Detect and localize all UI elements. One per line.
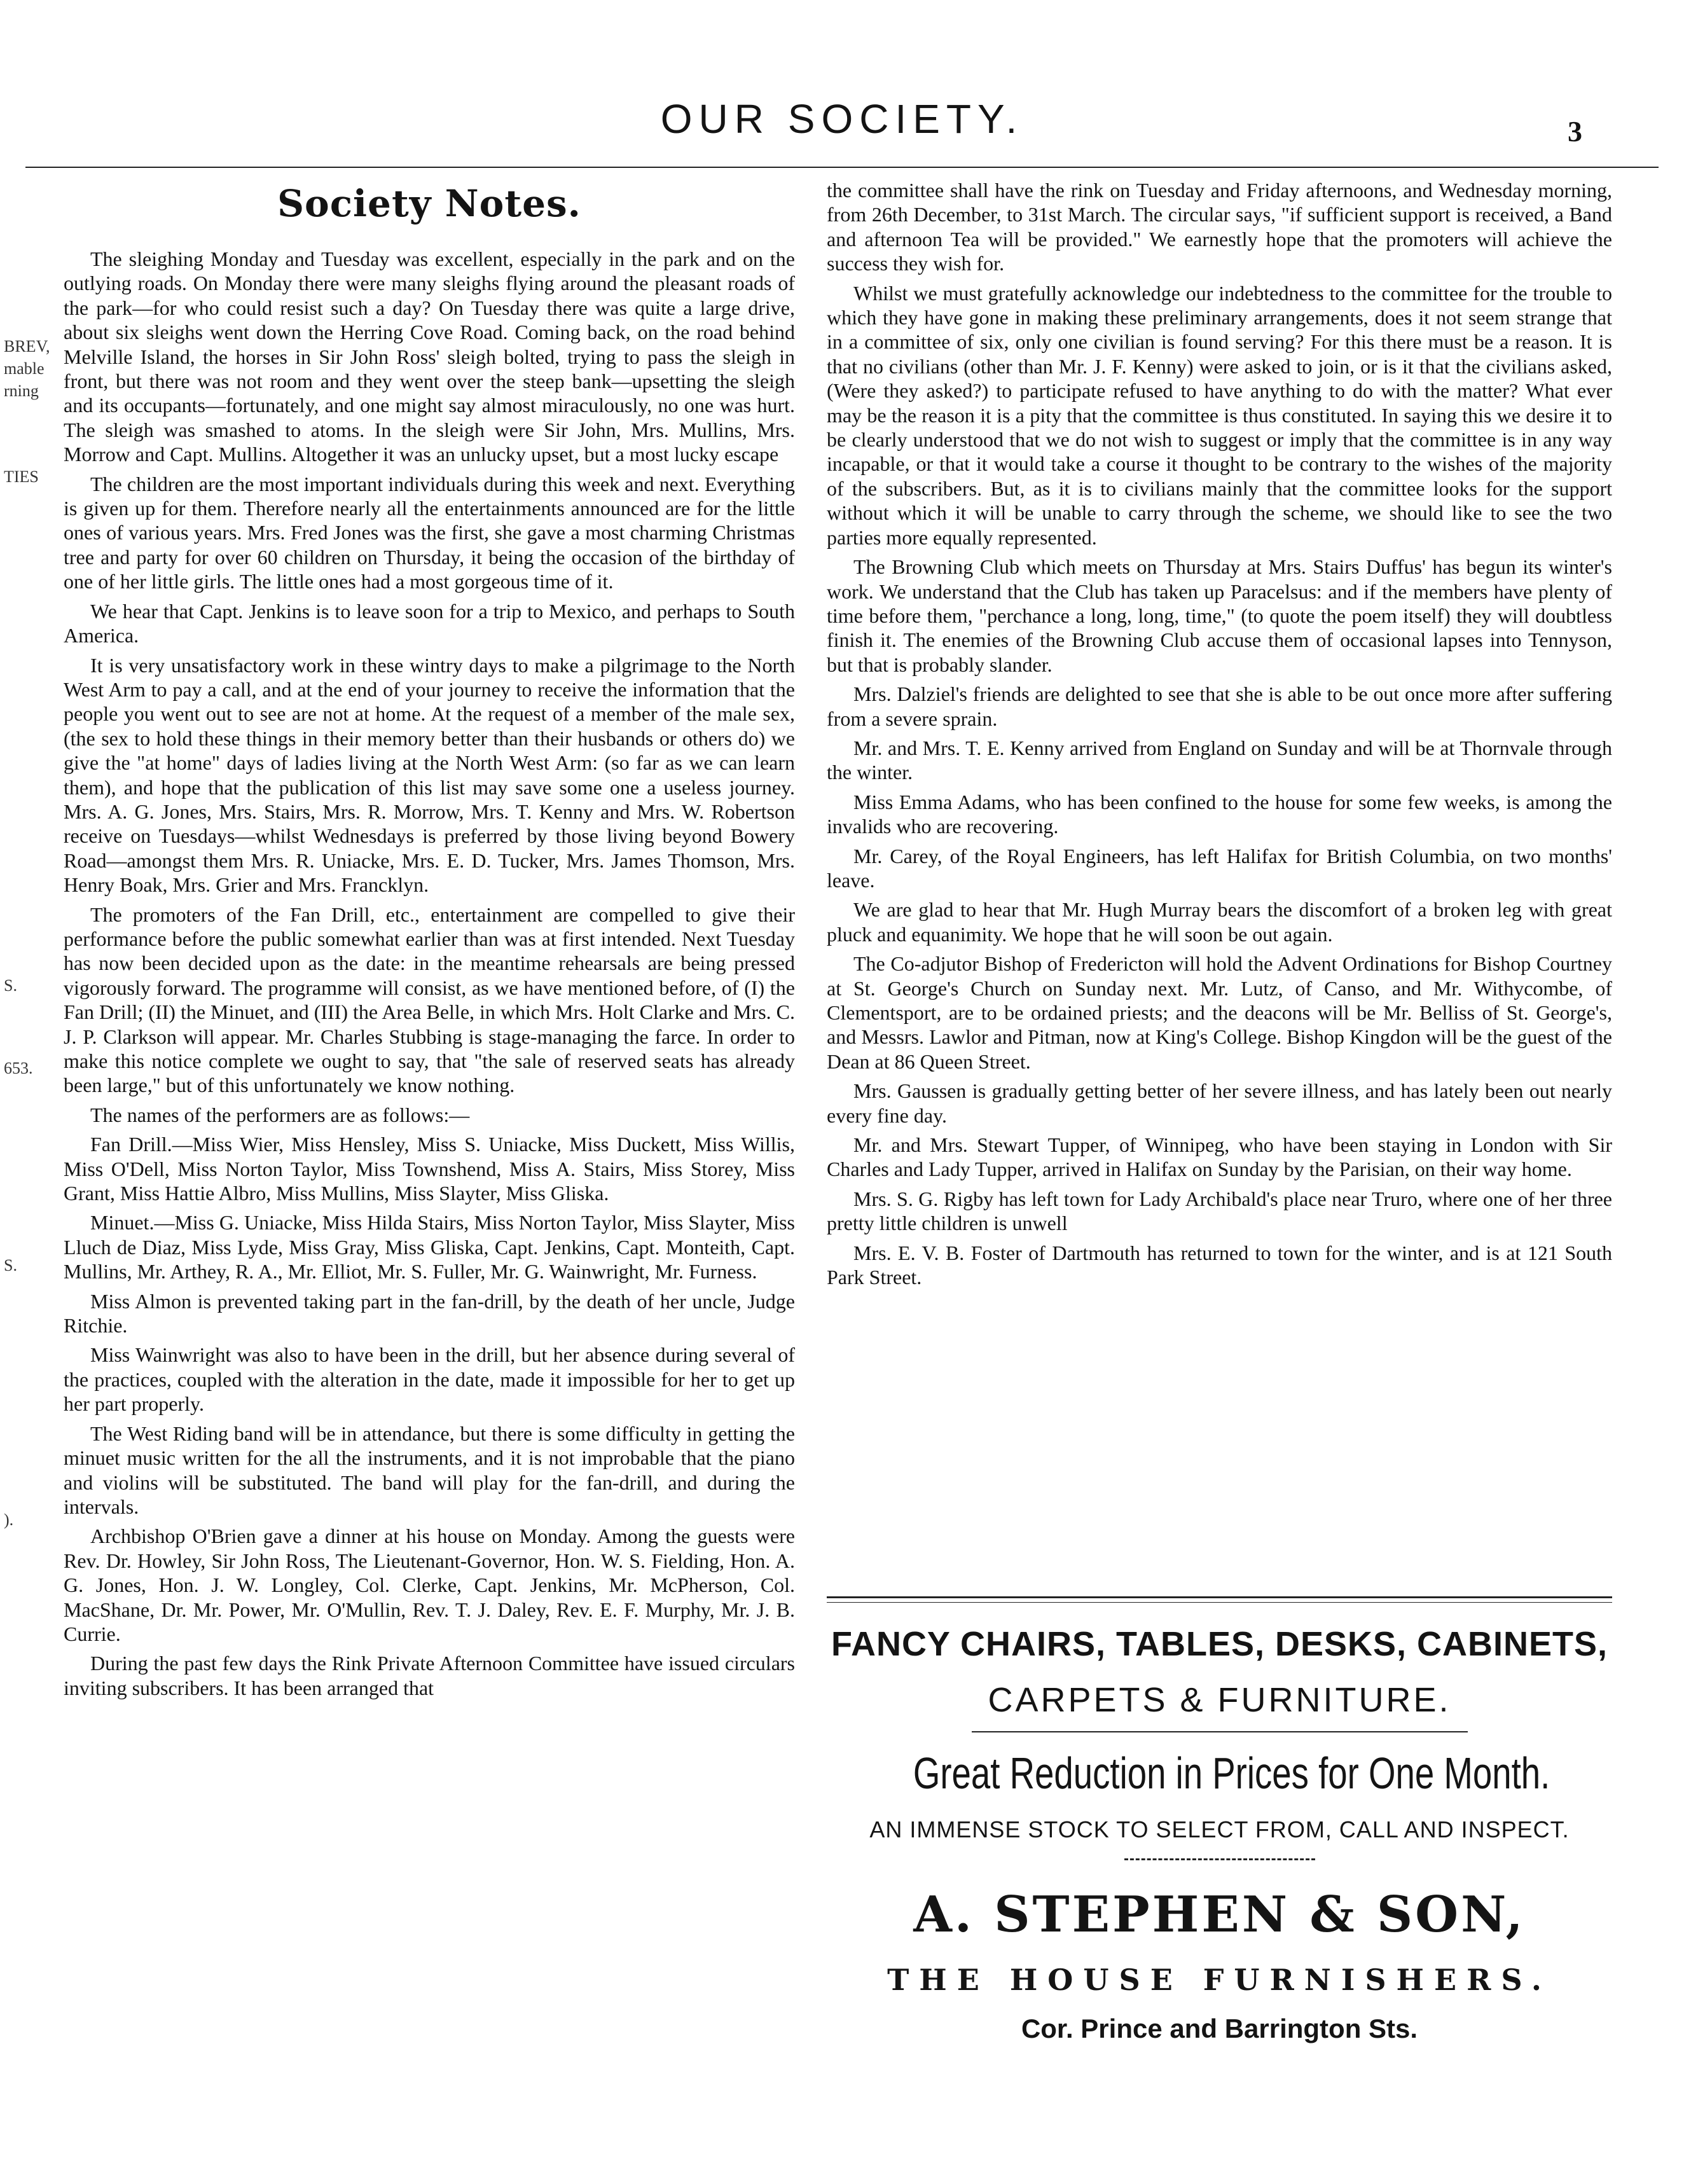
ad-company-name: A. STEPHEN & SON,	[913, 1886, 1526, 1944]
ad-subheadline-underline	[972, 1731, 1468, 1732]
margin-fragment: 653.	[4, 1059, 33, 1077]
article-paragraph: Miss Wainwright was also to have been in the drill, but her absence during several of the practices, coupled with the alteration in the date, made it impossible for her to get up her part properly.	[64, 1343, 795, 1416]
furniture-advertisement	[827, 1596, 1612, 2044]
article-paragraph: Mr. and Mrs. T. E. Kenny arrived from England on Sunday and will be at Thornvale through the winter.	[827, 736, 1612, 784]
article-paragraph: Miss Almon is prevented taking part in the fan-drill, by the death of her uncle, Judge Ritchie.	[64, 1289, 795, 1337]
article-paragraph: the committee shall have the rink on Tuesday and Friday afternoons, and Wednesday morning, from 26th December, to 31st March. The circular says, "if sufficient support is received, a Band and afternoon Tea will be provided." We earnestly hope that the promoters will achieve the success they wish for.	[827, 179, 1612, 275]
margin-fragment: BREV,	[4, 337, 50, 356]
ad-offer: Great Reduction in Prices for One Month.	[913, 1748, 1550, 1798]
article-paragraph: Minuet.—Miss G. Uniacke, Miss Hilda Stairs, Miss Norton Taylor, Miss Slayter, Miss Lluch de Diaz, Miss Lyde, Miss Gray, Miss Gliska, Capt. Jenkins, Capt. Monteith, Capt. Mullins, Mr. Arthey, R. A., Mr. Elliot, Mr. S. Fuller, Mr. G. Wainwright, Mr. Furness.	[64, 1211, 795, 1283]
page-number: 3	[1568, 115, 1582, 148]
article-paragraph: The sleighing Monday and Tuesday was excellent, especially in the park and on the outlying roads. On Monday there were many sleighs flying around the pleasant roads of the park—for who could resist such a day? On Tuesday there was quite a large drive, about six sleighs went down the Herring Cove Road. Coming back, on the road behind Melville Island, the horses in Sir John Ross' sleigh bolted, trying to pass the sleigh in front, but there was not room and they went over the steep bank—upsetting the sleigh and its occupants—fortunately, and one might say almost miraculously, no one was hurt. The sleigh was smashed to atoms. In the sleigh were Sir John, Mrs. Mullins, Mrs. Morrow and Capt. Mullins. Altogether it was an unlucky upset, but a most lucky escape	[64, 247, 795, 466]
article-paragraph: Fan Drill.—Miss Wier, Miss Hensley, Miss S. Uniacke, Miss Duckett, Miss Willis, Miss O'Dell, Miss Norton Taylor, Miss Townshend, Miss A. Stairs, Miss Storey, Miss Grant, Miss Hattie Albro, Miss Mullins, Miss Slayter, Miss Gliska.	[64, 1133, 795, 1205]
ad-address: Cor. Prince and Barrington Sts.	[1021, 2014, 1418, 2043]
article-paragraph: The children are the most important individuals during this week and next. Everything is given up for them. Therefore nearly all the entertainments announced are for the little ones of various years. Mrs. Fred Jones was the first, she gave a most charming Christmas tree and party for over 60 children on Thursday, it being the occasion of the birthday of one of her little girls. The little ones had a most gorgeous time of it.	[64, 472, 795, 593]
ad-headline: FANCY CHAIRS, TABLES, DESKS, CABINETS,	[831, 1625, 1608, 1663]
margin-fragment: rning	[4, 382, 39, 400]
ad-tagline: AN IMMENSE STOCK TO SELECT FROM, CALL AND INSPECT.	[869, 1816, 1570, 1842]
margin-fragment: ).	[4, 1510, 14, 1529]
article-paragraph: The names of the performers are as follows:—	[90, 1103, 470, 1126]
article-paragraph: The Browning Club which meets on Thursday at Mrs. Stairs Duffus' has begun its winter's work. We understand that the Club has taken up Paracelsus: and if the members have plenty of time before them, "perchance a long, long, time," (to quote the poem itself) they will doubtless finish it. The enemies of the Browning Club accuse them of occasional lapses into Tennyson, but that is probably slander.	[827, 555, 1612, 676]
ad-company-description: THE HOUSE FURNISHERS.	[887, 1963, 1552, 1997]
article-paragraph: Mrs. Gaussen is gradually getting better of her severe illness, and has lately been out nearly every fine day.	[827, 1079, 1612, 1127]
right-column	[827, 178, 1612, 1294]
article-paragraph: Mrs. Dalziel's friends are delighted to see that she is able to be out once more after suffering from a severe sprain.	[827, 682, 1612, 730]
article-paragraph: Mr. and Mrs. Stewart Tupper, of Winnipeg, who have been staying in London with Sir Charles and Lady Tupper, arrived in Halifax on Sunday by the Parisian, on their way home.	[827, 1133, 1612, 1181]
section-heading: Society Notes.	[277, 182, 581, 225]
ad-top-rule	[827, 1596, 1612, 1598]
ad-subheadline: CARPETS & FURNITURE.	[988, 1681, 1451, 1719]
margin-fragment: S.	[4, 1256, 17, 1275]
article-paragraph: Mrs. E. V. B. Foster of Dartmouth has returned to town for the winter, and is at 121 South Park Street.	[827, 1241, 1612, 1289]
ad-divider	[1124, 1858, 1315, 1860]
article-paragraph: During the past few days the Rink Private Afternoon Committee have issued circulars inviting subscribers. It has been arranged that	[64, 1652, 795, 1699]
margin-fragment: mable	[4, 359, 45, 378]
page-masthead: OUR SOCIETY.	[660, 96, 1024, 142]
article-paragraph: We hear that Capt. Jenkins is to leave soon for a trip to Mexico, and perhaps to South America.	[64, 599, 795, 647]
article-paragraph: Mrs. S. G. Rigby has left town for Lady Archibald's place near Truro, where one of her three pretty little children is unwell	[827, 1187, 1612, 1235]
article-paragraph: Mr. Carey, of the Royal Engineers, has left Halifax for British Columbia, on two months' leave.	[827, 844, 1612, 892]
ad-top-rule-thin	[827, 1602, 1612, 1603]
margin-fragment: TIES	[4, 467, 39, 486]
article-paragraph: The promoters of the Fan Drill, etc., entertainment are compelled to give their performance before the public somewhat earlier than was at first intended. Next Tuesday has now been decided upon as the date: in the meantime rehearsals are being pressed vigorously forward. The programme will consist, as we have mentioned before, of (I) the Fan Drill; (II) the Minuet, and (III) the Area Belle, in which Mrs. Holt Clarke and Mrs. C. J. P. Clarkson will appear. Mr. Charles Stubbing is stage-managing the farce. In order to make this notice complete we ought to say, that "the sale of reserved seats has already been large," but of this unfortunately we know nothing.	[64, 902, 795, 1097]
article-paragraph: Archbishop O'Brien gave a dinner at his house on Monday. Among the guests were Rev. Dr. Howley, Sir John Ross, The Lieutenant-Governor, Hon. W. S. Fielding, Hon. A. G. Jones, Hon. J. W. Longley, Col. Clerke, Capt. Jenkins, Mr. McPherson, Col. MacShane, Dr. Mr. Power, Mr. O'Mullin, Rev. T. J. Daley, Rev. E. F. Murphy, Mr. J. B. Currie.	[64, 1524, 795, 1645]
article-paragraph: It is very unsatisfactory work in these wintry days to make a pilgrimage to the North West Arm to pay a call, and at the end of your journey to receive the information that the people you went out to see are not at home. At the request of a member of the male sex, (the sex to hold these things in their memory better than their husbands or others do) we give the "at home" days of ladies living at the North West Arm: (so far as we can learn them), and hope that the publication of this list may save some one a useless journey. Mrs. A. G. Jones, Mrs. Stairs, Mrs. R. Morrow, Mrs. T. Kenny and Mrs. W. Robertson receive on Tuesdays—whilst Wednesdays is preferred by those living beyond Bowery Road—amongst them Mrs. R. Uniacke, Mrs. E. D. Tucker, Mrs. James Thomson, Mrs. Henry Boak, Mrs. Grier and Mrs. Francklyn.	[64, 653, 795, 897]
article-paragraph: Whilst we must gratefully acknowledge our indebtedness to the committee for the trouble to which they have gone in making these preliminary arrangements, does it not seem strange that in a committee of six, only one civilian is found serving? For this there must be a reason. It is that no civilians (other than Mr. J. F. Kenny) were asked to join, or is it that the civilians asked, (Were they asked?) to participate refused to have anything to do with the matter? What ever may be the reason it is a pity that the committee is thus constituted. In saying this we desire it to be clearly understood that we do not wish to suggest or imply that the committee is in any way incapable, or that it would take a course it thought to be contrary to the wishes of the majority of the subscribers. But, as it is to civilians mainly that the committee looks for the support without which it will be unable to carry through the scheme, we should like to see the two parties more equally represented.	[827, 281, 1612, 549]
article-paragraph: The Co-adjutor Bishop of Fredericton will hold the Advent Ordinations for Bishop Courtney at St. George's Church on Sunday next. Mr. Lutz, of Canso, and Mr. Withycombe, of Clementsport, are to be ordained priests; and the deacons will be Mr. Belliss of St. George's, and Messrs. Lawlor and Pitman, now at King's College. Bishop Kingdon will be the guest of the Dean at 86 Queen Street.	[827, 952, 1612, 1073]
left-margin-fragments	[0, 0, 64, 2184]
article-paragraph: We are glad to hear that Mr. Hugh Murray bears the discomfort of a broken leg with great pluck and equanimity. We hope that he will soon be out again.	[827, 898, 1612, 946]
article-paragraph: Miss Emma Adams, who has been confined to the house for some few weeks, is among the invalids who are recovering.	[827, 790, 1612, 838]
header-rule	[25, 167, 1659, 168]
article-paragraph: The West Riding band will be in attendance, but there is some difficulty in getting the minuet music written for the all the instruments, and it is not improbable that the piano and violins will be substituted. The band will play for the fan-drill, and during the intervals.	[64, 1421, 795, 1518]
margin-fragment: S.	[4, 976, 17, 995]
left-column	[64, 178, 795, 1705]
